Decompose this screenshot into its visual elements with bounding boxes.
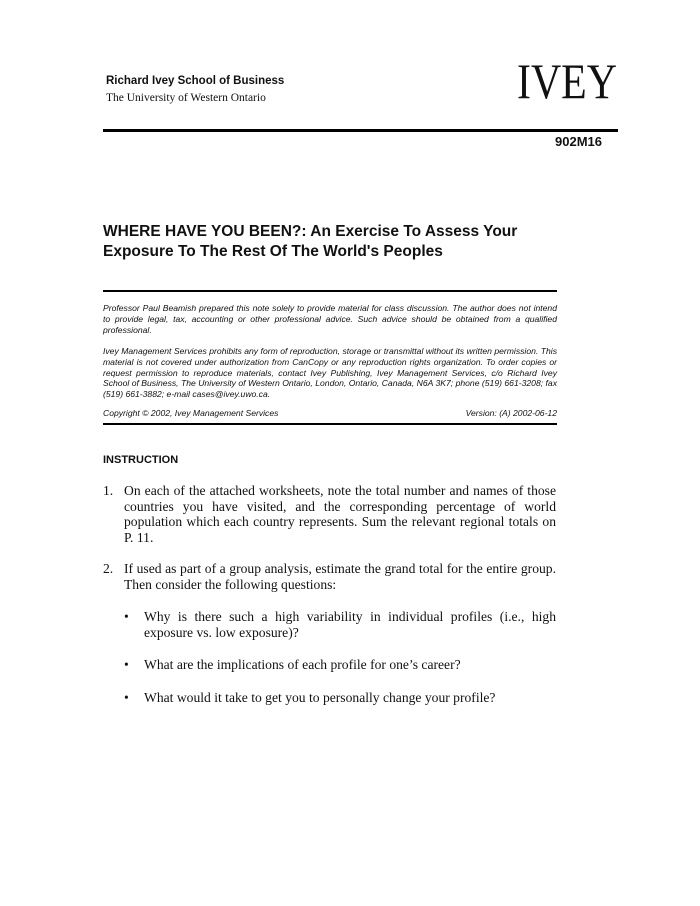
- instruction-number: 2.: [103, 561, 114, 576]
- title-rule: [103, 290, 557, 292]
- bullet-icon: •: [124, 690, 129, 705]
- header-rule: [103, 129, 618, 132]
- document-title: WHERE HAVE YOU BEEN?: An Exercise To Assess Your Exposure To The Rest Of The World's Peoples: [103, 223, 518, 260]
- instruction-text: On each of the attached worksheets, note the total number and names of those countries you have visited, and the corresponding percentage of world population which each country represents. Sum the relevant regional totals on P. 11.: [124, 483, 556, 545]
- instruction-text: If used as part of a group analysis, estimate the grand total for the entire group. Then consider the following questions:: [124, 561, 556, 592]
- question-item: What would it take to get you to personally change your profile?: [144, 690, 496, 705]
- question-item: What are the implications of each profile for one’s career?: [144, 657, 461, 672]
- university-name: The University of Western Ontario: [106, 92, 266, 104]
- copyright-line: Copyright © 2002, Ivey Management Services: [103, 408, 279, 418]
- section-heading: INSTRUCTION: [103, 454, 179, 466]
- school-name: Richard Ivey School of Business: [106, 75, 285, 87]
- ivey-logo: [515, 53, 623, 118]
- notes-rule: [103, 423, 557, 425]
- question-item: Why is there such a high variability in individual profiles (i.e., high exposure vs. low exposure)?: [144, 609, 556, 640]
- ivey-logo-text: IVEY: [517, 53, 617, 109]
- case-code: 902M16: [555, 134, 602, 149]
- bullet-icon: •: [124, 657, 129, 672]
- version-line: Version: (A) 2002-06-12: [465, 408, 557, 418]
- instruction-number: 1.: [103, 483, 114, 498]
- rights-notice: Ivey Management Services prohibits any form of reproduction, storage or transmittal without its written permission. This material is not covered under authorization from CanCopy or any reproduction rights organization. To order copies or request permission to reproduce materials, contact Ivey Publishing, Ivey Management Services, c/o Richard Ivey School of Business, The University of Western Ontario, London, Ontario, Canada, N6A 3K7; phone (519) 661-3208; fax (519) 661-3882; e-mail cases@ivey.uwo.ca.: [103, 346, 557, 400]
- bullet-icon: •: [124, 609, 129, 624]
- author-disclaimer: Professor Paul Beamish prepared this note solely to provide material for class discussion. The author does not intend to provide legal, tax, accounting or other professional advice. Such advice should be obtained from a qualified professional.: [103, 303, 557, 335]
